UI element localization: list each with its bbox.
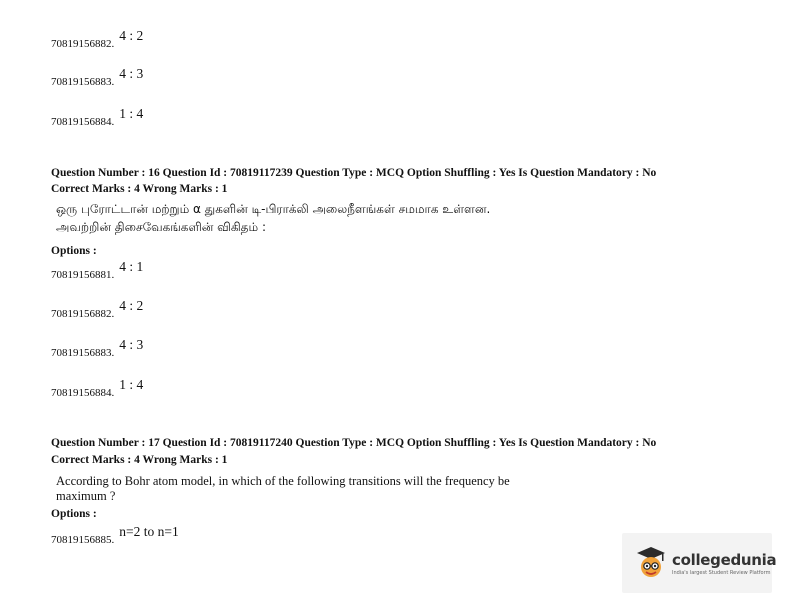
question-text-line: maximum ? <box>56 489 116 503</box>
option-value: 1 : 4 <box>119 106 144 121</box>
option-id: 70819156885. <box>51 534 115 546</box>
option-value: n=2 to n=1 <box>119 524 179 539</box>
option-value: 4 : 3 <box>119 337 144 352</box>
option-value: 4 : 1 <box>119 259 144 274</box>
option-row <box>51 377 144 399</box>
option-value: 4 : 3 <box>119 66 144 81</box>
option-id: 70819156881. <box>51 269 115 281</box>
question-text-line: According to Bohr atom model, in which of the following transitions will the frequency be <box>56 474 510 488</box>
question-text-line: ஒரு புரோட்டான் மற்றும் α துகளின் டி-பிராக்லி அலைநீளங்கள் சமமாக உள்ளன. <box>56 202 491 216</box>
option-row <box>51 298 144 320</box>
option-value: 4 : 2 <box>119 298 144 313</box>
option-value: 4 : 2 <box>119 28 144 43</box>
question-marks: Correct Marks : 4 Wrong Marks : 1 <box>51 454 228 466</box>
option-value: 1 : 4 <box>119 377 144 392</box>
option-id: 70819156883. <box>51 76 115 88</box>
option-id: 70819156882. <box>51 308 115 320</box>
option-id: 70819156882. <box>51 38 115 50</box>
graduate-mascot-icon <box>636 545 666 581</box>
option-row <box>51 524 179 546</box>
option-row <box>51 66 144 88</box>
question-header: Question Number : 16 Question Id : 70819117239 Question Type : MCQ Option Shuffling : Yes Is Question Mandatory : No <box>51 167 657 179</box>
option-row <box>51 106 144 128</box>
options-label: Options : <box>51 245 97 257</box>
option-id: 70819156884. <box>51 387 115 399</box>
options-label: Options : <box>51 508 97 520</box>
option-id: 70819156884. <box>51 116 115 128</box>
option-id: 70819156883. <box>51 347 115 359</box>
option-row <box>51 28 144 50</box>
brand-name: collegedunia <box>672 550 777 569</box>
brand-tagline: India's largest Student Review Platform <box>672 569 771 576</box>
option-row <box>51 337 144 359</box>
question-text-line: அவற்றின் திசைவேகங்களின் விகிதம் : <box>56 220 266 234</box>
question-header: Question Number : 17 Question Id : 70819117240 Question Type : MCQ Option Shuffling : Yes Is Question Mandatory : No <box>51 437 657 449</box>
option-row <box>51 259 144 281</box>
question-marks: Correct Marks : 4 Wrong Marks : 1 <box>51 183 228 195</box>
collegedunia-watermark <box>622 533 777 593</box>
